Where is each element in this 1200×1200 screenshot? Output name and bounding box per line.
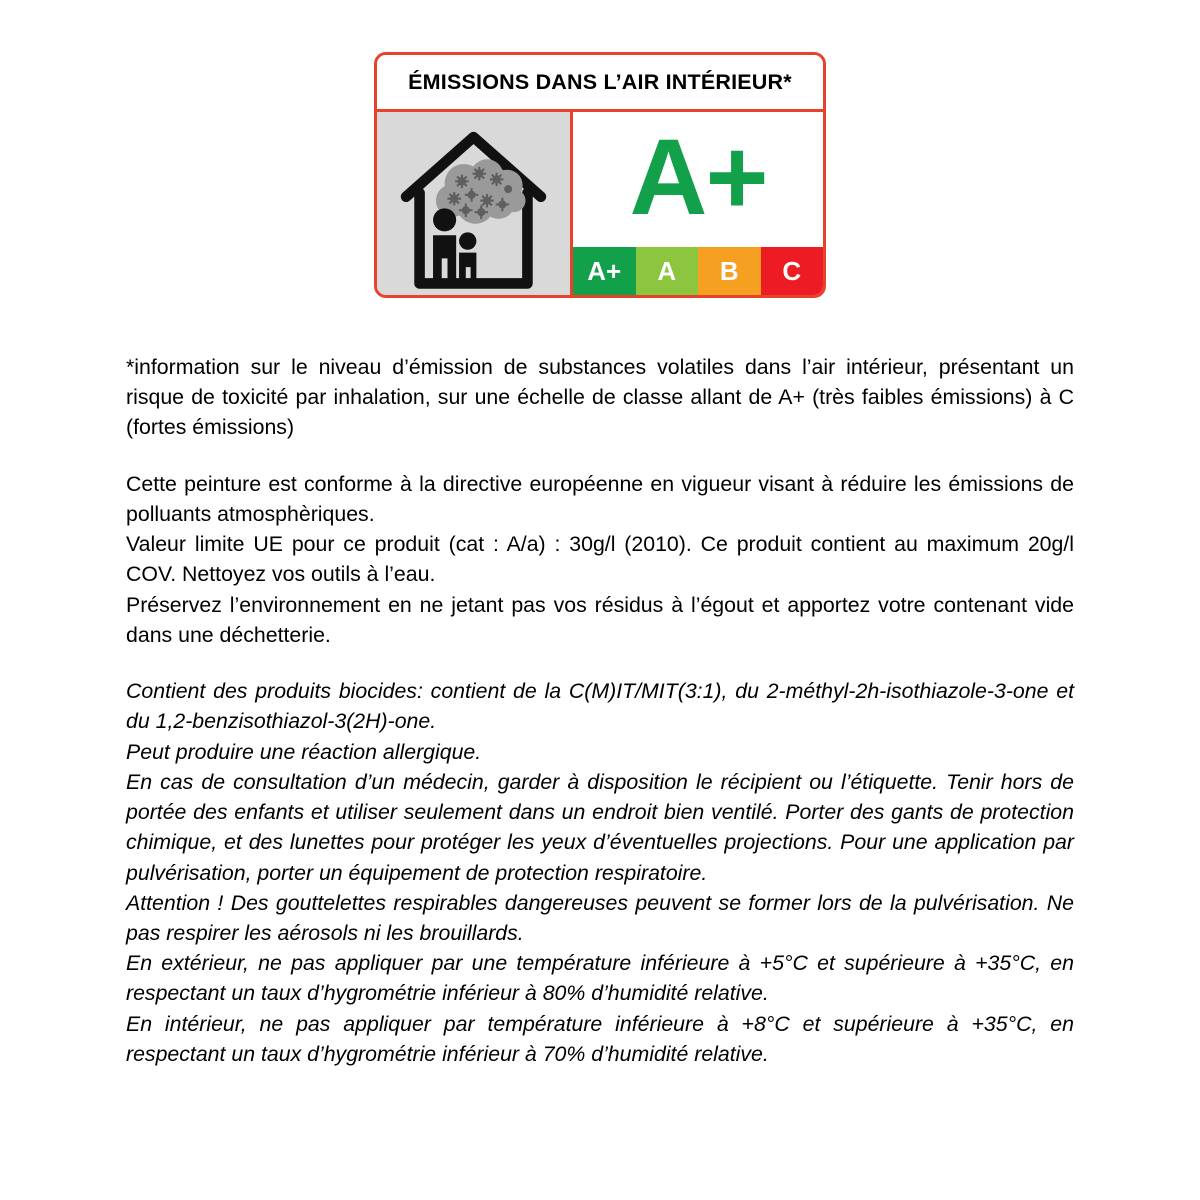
hazard-attention: Attention ! Des gouttelettes respirables dangereuses peuvent se former lors de la pulvérisation. Ne pas respirer les aérosols ni les brouillards. [126, 890, 1074, 945]
footnote-paragraph: *information sur le niveau d’émission de substances volatiles dans l’air intérieur, présentant un risque de toxicité par inhalation, sur une échelle de classe allant de A+ (très faibles émissions) à C (fortes émissions) [126, 355, 1074, 440]
grade-scale-cell-b: B [698, 247, 761, 295]
label-title: ÉMISSIONS DANS L’AIR INTÉRIEUR* [377, 55, 823, 109]
hazard-medical: En cas de consultation d’un médecin, garder à disposition le récipient ou l’étiquette. Tenir hors de portée des enfants et utiliser seulement dans un endroit bien ventilé. Porter des gants de protection chimique, et des lunettes pour protéger les yeux d’éventuelles projections. Pour une application par pulvérisation, porter un équipement de protection respiratoire. [126, 769, 1074, 885]
grade-scale-cell-c: C [761, 247, 824, 295]
spacer [126, 650, 1074, 676]
hazard-biocides: Contient des produits biocides: contient de la C(M)IT/MIT(3:1), du 2-méthyl-2h-isothiazole-3-one et du 1,2-benzisothiazol-3(2H)-one. [126, 679, 1074, 734]
hazard-interior: En intérieur, ne pas appliquer par température inférieure à +8°C et supérieure à +35°C, en respectant un taux d’hygrométrie inférieur à 70% d’humidité relative. [126, 1011, 1074, 1066]
grade-scale-cell-a: A [636, 247, 699, 295]
hazard-exterior: En extérieur, ne pas appliquer par une température inférieure à +5°C et supérieure à +35°C, en respectant un taux d’hygrométrie inférieur à 80% d’humidité relative. [126, 951, 1074, 1006]
grade-scale-cell-aplus: A+ [573, 247, 636, 295]
grade-scale [573, 247, 823, 295]
compliance-line-2: Valeur limite UE pour ce produit (cat : A/a) : 30g/l (2010). Ce produit contient au maximum 20g/l COV. Nettoyez vos outils à l’eau. [126, 532, 1074, 587]
compliance-line-3: Préservez l’environnement en ne jetant pas vos résidus à l’égout et apportez votre contenant vide dans une déchetterie. [126, 592, 1074, 647]
indoor-air-emission-label [374, 52, 826, 298]
label-frame [374, 52, 826, 298]
grade-panel [573, 112, 823, 295]
label-body [377, 109, 823, 295]
house-with-people-and-emissions-icon [377, 112, 573, 295]
grade-value: A+ [629, 115, 767, 237]
spacer [126, 443, 1074, 469]
compliance-line-1: Cette peinture est conforme à la directive européenne en vigueur visant à réduire les émissions de polluants atmosphèriques. [126, 471, 1074, 526]
legal-text-column [126, 352, 1074, 1069]
hazard-allergy: Peut produire une réaction allergique. [126, 739, 482, 764]
